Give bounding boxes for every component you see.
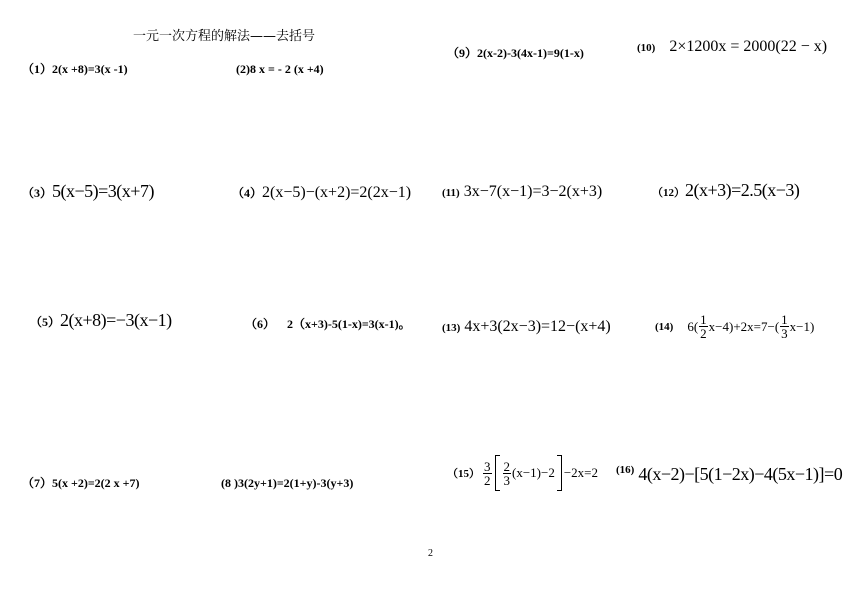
page-title: 一元一次方程的解法——去括号 xyxy=(133,29,316,44)
problem-6 xyxy=(245,315,411,333)
problem-label: （9） xyxy=(447,46,478,60)
problem-equation xyxy=(687,313,814,340)
numerator: 3 xyxy=(484,458,491,474)
problem-label: （3） xyxy=(22,186,53,200)
problem-equation: 4(x−2)−[5(1−2x)−4(5x−1)]=0 xyxy=(638,464,843,484)
problem-equation: 5(x−5)=3(x+7) xyxy=(52,181,154,201)
problem-equation: 2(x +8)=3(x -1) xyxy=(52,62,128,76)
problem-equation: 5(x +2)=2(2 x +7) xyxy=(52,476,140,490)
denominator: 3 xyxy=(781,326,788,341)
problem-13 xyxy=(442,318,611,336)
problem-equation xyxy=(447,455,598,491)
problem-7 xyxy=(22,474,140,492)
problem-16 xyxy=(616,464,842,485)
problem-label: (8 ) xyxy=(221,476,238,490)
problem-equation: 2(x−5)−(x+2)=2(2x−1) xyxy=(262,184,412,201)
problem-14 xyxy=(655,313,814,340)
problem-5 xyxy=(30,310,172,331)
problem-equation: 8 x = - 2 (x +4) xyxy=(250,62,324,76)
numerator: 2 xyxy=(503,458,510,474)
problem-label: (13) xyxy=(442,322,461,334)
denominator: 3 xyxy=(503,472,510,488)
equation-part: x−4)+2x=7−( xyxy=(708,318,780,334)
numerator: 1 xyxy=(700,312,707,327)
problem-9 xyxy=(447,44,584,62)
problem-equation: 2(x+3)=2.5(x−3) xyxy=(685,180,800,200)
fraction xyxy=(503,460,512,487)
problem-label: （1） xyxy=(22,62,53,76)
problem-2 xyxy=(236,60,324,78)
problem-10 xyxy=(637,38,827,56)
problem-equation: 3x−7(x−1)=3−2(x+3) xyxy=(463,183,603,200)
problem-8 xyxy=(221,474,353,492)
problem-label: （5） xyxy=(30,315,61,329)
equation-part: (x−1)−2 xyxy=(512,465,555,480)
equation-part: −2x=2 xyxy=(563,465,598,480)
problem-label: (14) xyxy=(655,320,674,333)
page-number: 2 xyxy=(428,548,433,559)
problem-label: （12） xyxy=(652,187,685,199)
problem-15 xyxy=(447,455,598,491)
problem-equation: 2(x-2)-3(4x-1)=9(1-x) xyxy=(477,46,584,60)
problem-label: （15） xyxy=(447,468,480,480)
problem-label: (2) xyxy=(236,62,250,76)
problem-equation: 2(x+8)=−3(x−1) xyxy=(60,310,172,330)
problem-label: （6） xyxy=(245,317,276,331)
problem-4 xyxy=(232,184,411,202)
problem-11 xyxy=(442,183,602,201)
problem-1 xyxy=(22,60,128,78)
fraction xyxy=(780,313,789,340)
numerator: 1 xyxy=(781,312,788,327)
problem-equation: 4x+3(2x−3)=12−(x+4) xyxy=(464,318,611,335)
problem-label: (10) xyxy=(637,42,656,54)
problem-label: (11) xyxy=(442,187,460,199)
denominator: 2 xyxy=(700,326,707,341)
fraction xyxy=(483,460,492,487)
problem-label: （4） xyxy=(232,186,263,200)
denominator: 2 xyxy=(484,472,491,488)
fraction xyxy=(699,313,708,340)
problem-label: （7） xyxy=(22,476,53,490)
right-bracket xyxy=(557,455,562,491)
problem-equation: 2（x+3)-5(1-x)=3(x-1)。 xyxy=(287,317,411,331)
left-bracket xyxy=(495,455,500,491)
problem-equation: 3(2y+1)=2(1+y)-3(y+3) xyxy=(238,476,354,490)
problem-equation: 2×1200x = 2000(22 − x) xyxy=(669,38,828,55)
problem-label: (16) xyxy=(616,464,635,476)
problem-12 xyxy=(652,180,799,201)
equation-part: 6( xyxy=(687,318,699,334)
problem-3 xyxy=(22,181,154,202)
equation-part: x−1) xyxy=(789,318,815,334)
